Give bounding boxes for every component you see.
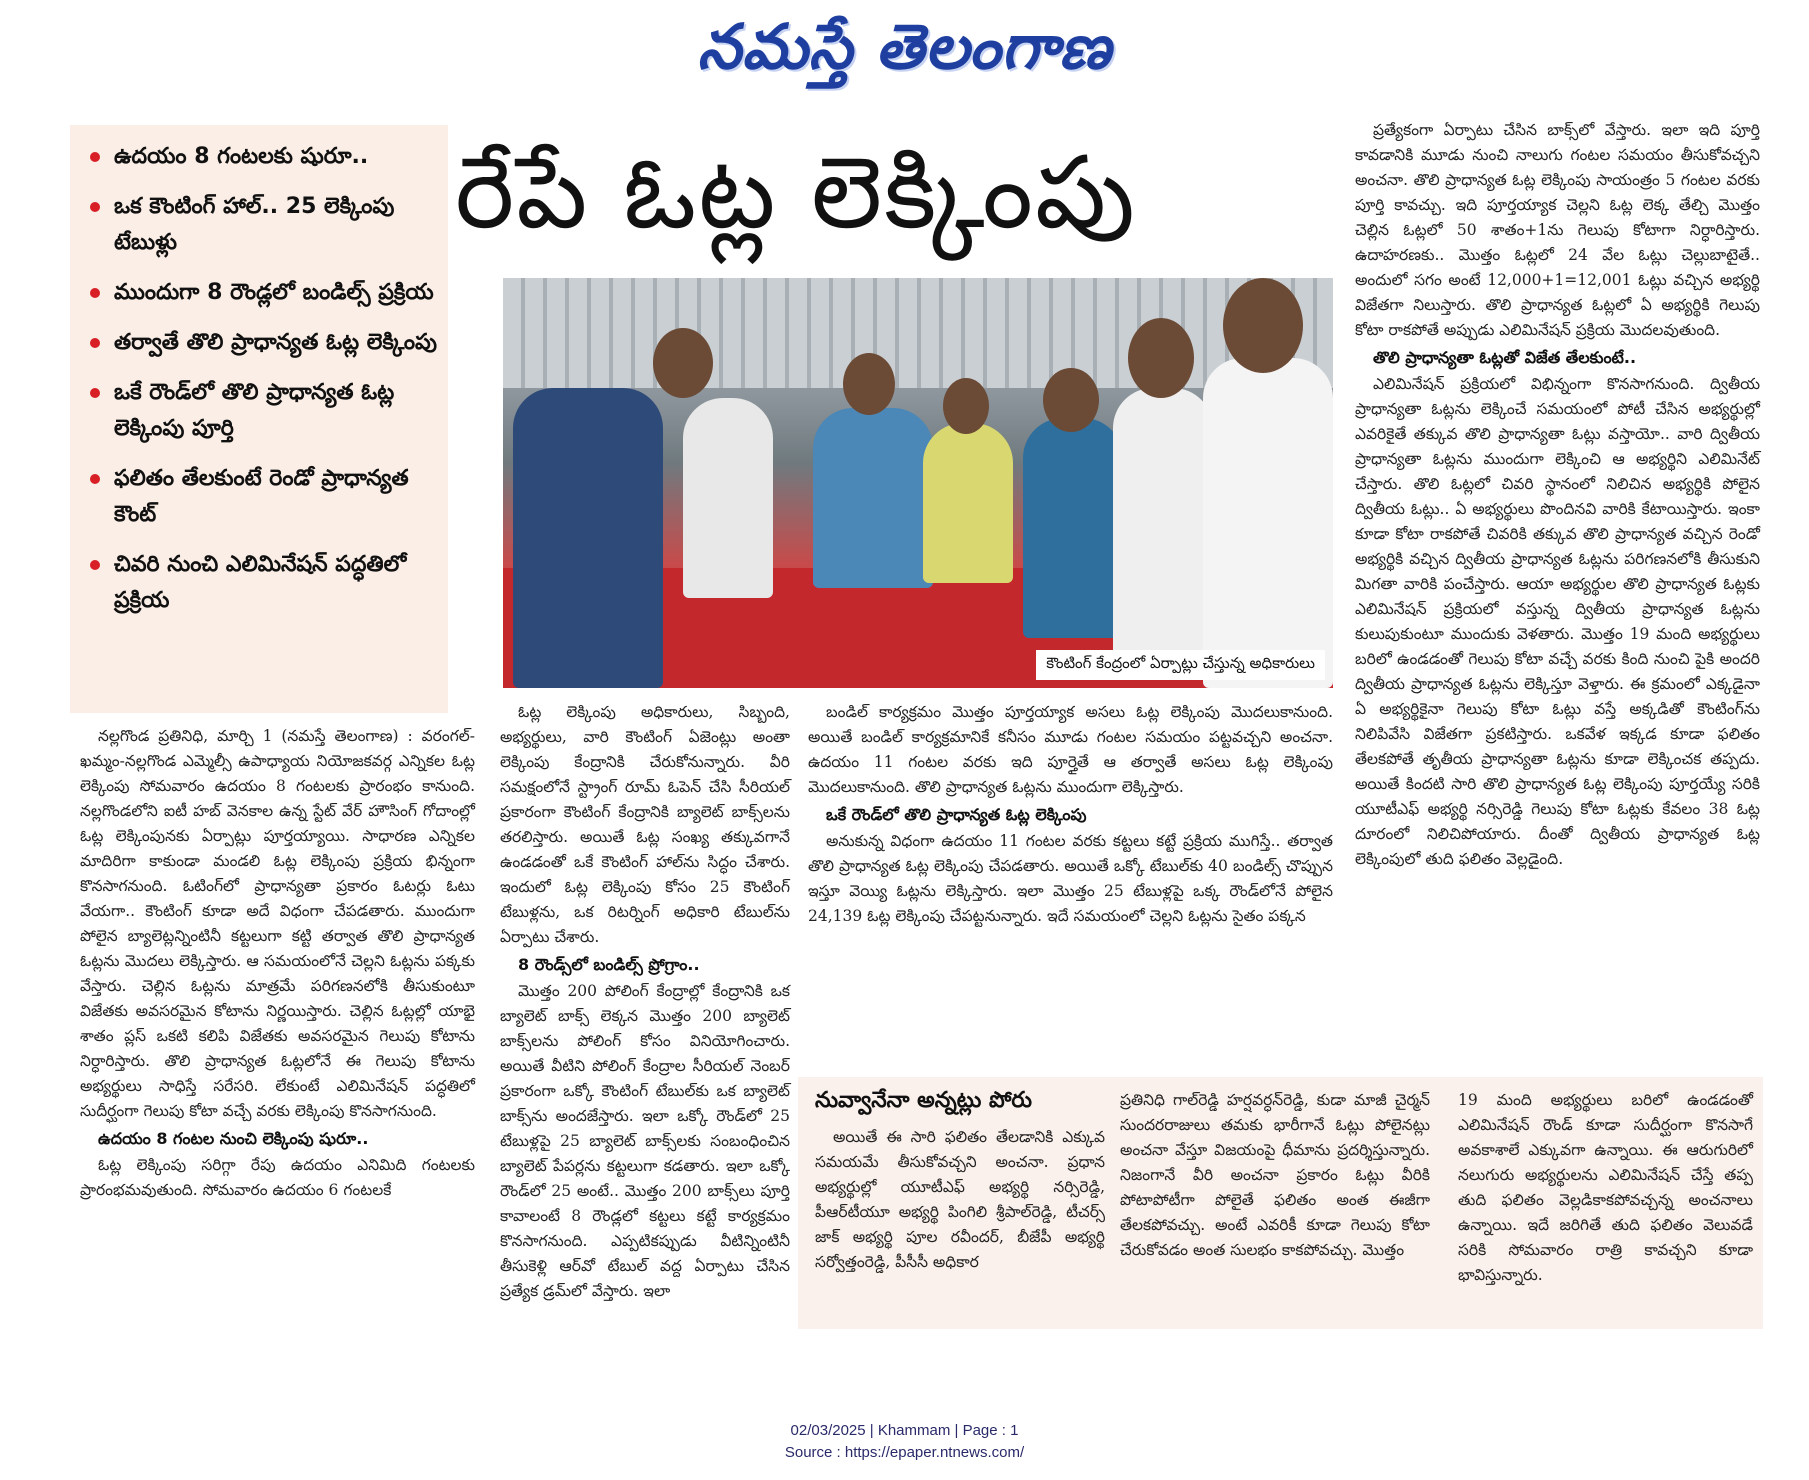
bullet-icon <box>90 152 100 162</box>
article-column-4 <box>1355 118 1760 874</box>
photo-head <box>653 328 713 398</box>
paragraph: బండిల్ కార్యక్రమం మొత్తం పూర్తయ్యాక అసలు ఓట్ల లెక్కింపు మొదలుకానుంది. అయితే బండిల్ కార్యక్రమానికే కనీసం మూడు గంటల సమయం పట్టవచ్చని అంచనా. ఉదయం 11 గంటల వరకు ఇది పూర్తైతే ఆ తర్వాతే అసలు ఓట్ల లెక్కింపు మొదలుకానుంది. తొలి ప్రాధాన్యత ఓట్లను ముందుగా లెక్కిస్తారు. <box>808 703 1333 796</box>
bullet-icon <box>90 338 100 348</box>
box-column-3 <box>1458 1088 1753 1290</box>
bullet-icon <box>90 388 100 398</box>
box-heading: నువ్వానేనా అన్నట్లు పోరు <box>815 1088 1033 1113</box>
paragraph: అయితే ఈ సారి ఫలితం తేలడానికి ఎక్కువ సమయమే తీసుకోవచ్చని అంచనా. ప్రధాన అభ్యర్థుల్లో యూటీఎఫ్ అభ్యర్థి నర్సిరెడ్డి, పీఆర్‌టీయూ అభ్యర్థి పింగిలి శ్రీపాల్‌రెడ్డి, టీచర్స్ జాక్ అభ్యర్థి పూల రవీందర్, బీజేపీ అభ్యర్థి సర్వోత్తంరెడ్డి, పీసీసీ అధికార <box>815 1128 1105 1271</box>
bullet-icon <box>90 202 100 212</box>
bullet-icon <box>90 560 100 570</box>
box-column-1 <box>815 1125 1105 1277</box>
highlight-item: ముందుగా 8 రౌండ్లలో బండిల్స్ ప్రక్రియ <box>88 275 438 311</box>
masthead-logo: నమస్తే తెలంగాణ <box>697 10 1112 83</box>
paragraph: ప్రత్యేకంగా ఏర్పాటు చేసిన బాక్స్‌లో వేస్తారు. ఇలా ఇది పూర్తి కావడానికి మూడు నుంచి నాలుగు గంటల సమయం తీసుకోవచ్చని అంచనా. తొలి ప్రాధాన్యత ఓట్ల లెక్కింపు సాయంత్రం 5 గంటల వరకు పూర్తి కావచ్చు. ఇది పూర్తయ్యాక చెల్లని ఓట్ల లెక్క తేల్చి మొత్తం చెల్లిన ఓట్లలో 50 శాతం+1ను గెలుపు కోటాగా నిర్ధారిస్తారు. ఉదాహరణకు.. మొత్తం ఓట్లలో 24 వేల ఓట్లు చెల్లుబాటైతే.. అందులో సగం అంటే 12,000+1=12,001 ఓట్లు వచ్చిన అభ్యర్థి విజేతగా నిలుస్తారు. తొలి ప్రాధాన్యత ఓట్లలో ఏ అభ్యర్థికి గెలుపు కోటా రాకపోతే అప్పుడు ఎలిమినేషన్ ప్రక్రియ మొదలవుతుంది. <box>1355 121 1760 339</box>
highlights-list <box>88 139 438 619</box>
footer-date-line: 02/03/2025 | Khammam | Page : 1 <box>790 1422 1019 1439</box>
news-photo <box>503 278 1333 688</box>
subheading: 8 రౌండ్స్‌లో బండిల్స్ ప్రోగ్రాం.. <box>518 955 700 974</box>
photo-person <box>513 388 663 688</box>
box-column-2 <box>1120 1088 1430 1265</box>
photo-person <box>1113 388 1213 668</box>
bullet-icon <box>90 474 100 484</box>
highlight-item: ఒక కౌంటింగ్ హాల్.. 25 లెక్కింపు టేబుళ్లు <box>88 189 438 261</box>
photo-person <box>683 398 773 598</box>
paragraph: ప్రతినిధి గాల్‌రెడ్డి హర్షవర్ధన్‌రెడ్డి, కుడా మాజీ చైర్మన్ సుందరరాజులు తమకు భారీగానే ఓట్లు పోలైనట్లు అంచనా వేస్తూ విజయంపై ధీమాను ప్రదర్శిస్తున్నారు. నిజంగానే వీరి అంచనా ప్రకారం ఓట్లు వీరికి పోటాపోటీగా పోలైతే ఫలితం అంత ఈజీగా తేలకపోవచ్చు. అంటే ఎవరికీ కూడా గెలుపు కోటా చేరుకోవడం అంత సులభం కాకపోవచ్చు. మొత్తం <box>1120 1091 1430 1259</box>
highlight-item: ఫలితం తేలకుంటే రెండో ప్రాధాన్యత కౌంట్ <box>88 461 438 533</box>
subheading: ఒకే రౌండ్‌లో తొలి ప్రాధాన్యత ఓట్ల లెక్కింపు <box>826 805 1087 824</box>
page-footer <box>0 1420 1809 1464</box>
highlight-item: చివరి నుంచి ఎలిమినేషన్ పద్ధతిలో ప్రక్రియ <box>88 547 438 619</box>
photo-head <box>1043 368 1099 432</box>
photo-roof <box>503 278 1333 388</box>
highlight-item: ఉదయం 8 గంటలకు షురూ.. <box>88 139 438 175</box>
photo-person <box>1023 418 1123 638</box>
article-column-2 <box>500 700 790 1306</box>
paragraph: 19 మంది అభ్యర్థులు బరిలో ఉండడంతో ఎలిమినేషన్ రౌండ్ కూడా సుదీర్ఘంగా కొనసాగే అవకాశాలే ఎక్కువగా ఉన్నాయి. ఈ ఆరుగురిలో నలుగురు అభ్యర్థులను ఎలిమినేషన్ చేస్తే తప్ప తుది ఫలితం వెల్లడికాకపోవచ్చన్న అంచనాలు ఉన్నాయి. ఇదే జరిగితే తుది ఫలితం వెలువడే సరికి సోమవారం రాత్రి కావచ్చని కూడా భావిస్తున్నారు. <box>1458 1091 1753 1284</box>
highlight-item: తర్వాతే తొలి ప్రాధాన్యత ఓట్ల లెక్కింపు <box>88 325 438 361</box>
article-column-1 <box>80 724 475 1205</box>
highlight-item: ఒకే రౌండ్‌లో తొలి ప్రాధాన్యత ఓట్ల లెక్కింపు పూర్తి <box>88 375 438 447</box>
paragraph: ఎలిమినేషన్ ప్రక్రియలో విభిన్నంగా కొనసాగనుంది. ద్వితీయ ప్రాధాన్యతా ఓట్లను లెక్కించే సమయంలో పోటీ చేసిన అభ్యర్థుల్లో ఎవరికైతే తక్కువ తొలి ప్రాధాన్యతా ఓట్లు వస్తాయో.. వారి ద్వితీయ ప్రాధాన్యతా ఓట్లను ముందుగా లెక్కించి ఆ అభ్యర్థిని ఎలిమినేట్ చేస్తారు. తొలి ఓట్లలో చివరి స్థానంలో నిలిచిన అభ్యర్థికి పోలైన ద్వితీయ ఓట్లు.. ఏ అభ్యర్థులు పొందినవి వారికి కేటాయిస్తారు. ఇంకా కూడా కోటా రాకపోతే చివరికి తక్కువ తొలి ప్రాధాన్యత వచ్చిన రెండో అభ్యర్థికి వచ్చిన ద్వితీయ ప్రాధాన్యత ఓట్లను పరిగణనలోకి తీసుకుని మిగతా వారికి పంచేస్తారు. ఆయా అభ్యర్థుల తొలి ప్రాధాన్యత ఓట్లకు ఎలిమినేషన్ ప్రక్రియలో వస్తున్న ద్వితీయ ప్రాధాన్యత ఓట్లను కులుపుకుంటూ ముందుకు వెళతారు. మొత్తం 19 మంది అభ్యర్థులు బరిలో ఉండడంతో గెలుపు కోటా వచ్చే వరకు కింది నుంచి పైకి అందరి ద్వితీయ ప్రాధాన్యత ఓట్లను లెక్కిస్తూ వెళ్తారు. ఈ క్రమంలో ఎక్కడైనా ఏ అభ్యర్థికైనా గెలుపు కోటా ఓట్లు వస్తే అక్కడితో కౌంటింగ్‌ను నిలిపివేసి విజేతగా ప్రకటిస్తారు. ఒకవేళ ఇక్కడ కూడా ఫలితం తేలకపోతే తృతీయ ప్రాధాన్యతా ఓట్లను కూడా లెక్కించక తప్పదు. అయితే కిందటి సారి తొలి ప్రాధాన్యత ఓట్ల లెక్కింపు పూర్తయ్యే సరికి యూటీఎఫ్ అభ్యర్థి నర్సిరెడ్డి గెలుపు కోటా ఓట్లకు కేవలం 38 ఓట్ల దూరంలో నిలిచిపోయారు. దీంతో ద్వితీయ ప్రాధాన్యత ఓట్ల లెక్కింపులో తుది ఫలితం వెల్లడైంది. <box>1355 375 1760 868</box>
paragraph: నల్లగొండ ప్రతినిధి, మార్చి 1 (నమస్తే తెలంగాణ) : వరంగల్-ఖమ్మం-నల్లగొండ ఎమ్మెల్సీ ఉపాధ్యాయ నియోజకవర్గ ఎన్నికల ఓట్ల లెక్కింపు సోమవారం ఉదయం 8 గంటలకు ప్రారంభం కానుంది. నల్లగొండలోని ఐటీ హబ్ వెనకాల ఉన్న స్టేట్ వేర్ హౌసింగ్ గోదాంల్లో ఓట్ల లెక్కింపునకు ఏర్పాట్లు పూర్తయ్యాయి. సాధారణ ఎన్నికల మాదిరిగా కాకుండా మండలి ఓట్ల లెక్కింపు ప్రక్రియ భిన్నంగా కొనసాగనుంది. ఓటింగ్‌లో ప్రాధాన్యతా ప్రకారం ఓటర్లు ఓటు వేయగా.. కౌంటింగ్ కూడా అదే విధంగా చేపడతారు. ముందుగా పోలైన బ్యాలెట్లన్నింటినీ కట్టలుగా కట్టి తర్వాత తొలి ప్రాధాన్యత ఓట్లను మొదలు లెక్కిస్తారు. ఆ సమయంలోనే చెల్లని ఓట్లను పక్కకు వేస్తారు. చెల్లిన ఓట్లను మాత్రమే పరిగణనలోకి తీసుకుంటూ విజేతకు అవసరమైన కోటాను నిర్ణయిస్తారు. చెల్లిన ఓట్లల్లో యాభై శాతం ప్లస్ ఒకటి కలిపి విజేతకు అవసరమైన గెలుపు కోటాను నిర్ధారిస్తారు. తొలి ప్రాధాన్యత ఓట్లలోనే ఈ గెలుపు కోటాను అభ్యర్థులు సాధిస్తే సరేసరి. లేకుంటే ఎలిమినేషన్ పద్ధతిలో సుదీర్ఘంగా గెలుపు కోటా వచ్చే వరకు లెక్కింపు కొనసాగనుంది. <box>80 727 475 1120</box>
bullet-icon <box>90 288 100 298</box>
paragraph: ఓట్ల లెక్కింపు అధికారులు, సిబ్బంది, అభ్యర్థులు, వారి కౌంటింగ్ ఏజెంట్లు అంతా లెక్కింపు కేంద్రానికి చేరుకోనున్నారు. వీరి సమక్షంలోనే స్ట్రాంగ్ రూమ్ ఓపెన్ చేసి సీరియల్ ప్రకారంగా కౌంటింగ్ కేంద్రానికి బ్యాలెట్ బాక్స్‌లను తరలిస్తారు. అయితే ఓట్ల సంఖ్య తక్కువగానే ఉండడంతో ఒకే కౌంటింగ్ హాల్‌ను సిద్ధం చేశారు. ఇందులో ఓట్ల లెక్కింపు కోసం 25 కౌంటింగ్ టేబుళ్లను, ఒక రిటర్నింగ్ అధికారి టేబుల్‌ను ఏర్పాటు చేశారు. <box>500 703 790 946</box>
photo-head <box>1223 278 1303 373</box>
subheading: తొలి ప్రాధాన్యతా ఓట్లతో విజేత తేలకుంటే.. <box>1373 348 1637 367</box>
photo-head <box>1128 318 1194 398</box>
subheading: ఉదయం 8 గంటల నుంచి లెక్కింపు షురూ.. <box>98 1129 369 1148</box>
photo-person <box>813 408 933 588</box>
main-headline: రేపే ఓట్ల లెక్కింపు <box>455 134 1137 251</box>
paragraph: అనుకున్న విధంగా ఉదయం 11 గంటల వరకు కట్టలు కట్టే ప్రక్రియ ముగిస్తే.. తర్వాత తొలి ప్రాధాన్యత ఓట్ల లెక్కింపు చేపడతారు. అయితే ఒక్కో టేబుల్‌కు 40 బండిల్స్ చొప్పున ఇస్తూ వెయ్యి ఓట్లను లెక్కిస్తారు. ఇలా మొత్తం 25 టేబుళ్లపై ఒక్క రౌండ్‌లోనే పోలైన 24,139 ఓట్ల లెక్కింపు చేపట్టనున్నారు. ఇదే సమయంలో చెల్లని ఓట్లను సైతం పక్కన <box>808 832 1333 925</box>
article-column-3 <box>808 700 1333 931</box>
photo-head <box>943 378 989 434</box>
paragraph: ఓట్ల లెక్కింపు సరిగ్గా రేపు ఉదయం ఎనిమిది గంటలకు ప్రారంభమవుతుంది. సోమవారం ఉదయం 6 గంటలకే <box>80 1156 475 1199</box>
paragraph: మొత్తం 200 పోలింగ్ కేంద్రాల్లో కేంద్రానికి ఒక బ్యాలెట్ బాక్స్ లెక్కన మొత్తం 200 బ్యాలెట్ బాక్స్‌లను పోలింగ్ కోసం వినియోగించారు. అయితే వీటిని పోలింగ్ కేంద్రాల సీరియల్ నెంబర్ ప్రకారంగా ఒక్కో కౌంటింగ్ టేబుల్‌కు ఒక బ్యాలెట్ బాక్స్‌ను అందజేస్తారు. ఇలా ఒక్కో రౌండ్‌లో 25 టేబుళ్లపై 25 బ్యాలెట్ బాక్స్‌లకు సంబంధించిన బ్యాలెట్ పేపర్లను కట్టలుగా కడతారు. ఇలా ఒక్కో రౌండ్‌లో 25 అంటే.. మొత్తం 200 బాక్స్‌లు పూర్తి కావాలంటే 8 రౌండ్లలో కట్టలు కట్టే కార్యక్రమం కొనసాగనుంది. ఎప్పటికప్పుడు వీటిన్నింటినీ తీసుకెళ్లి ఆర్‌వో టేబుల్ వద్ద ఏర్పాటు చేసిన ప్రత్యేక డ్రమ్‌లో వేస్తారు. ఇలా <box>500 982 790 1300</box>
photo-head <box>843 353 895 415</box>
photo-person <box>923 423 1013 583</box>
highlights-box <box>70 125 448 713</box>
photo-person <box>1203 358 1333 688</box>
footer-source-link[interactable]: Source : https://epaper.ntnews.com/ <box>784 1444 1025 1461</box>
photo-caption: కౌంటింగ్ కేంద్రంలో ఏర్పాట్లు చేస్తున్న అధికారులు <box>1036 650 1325 680</box>
